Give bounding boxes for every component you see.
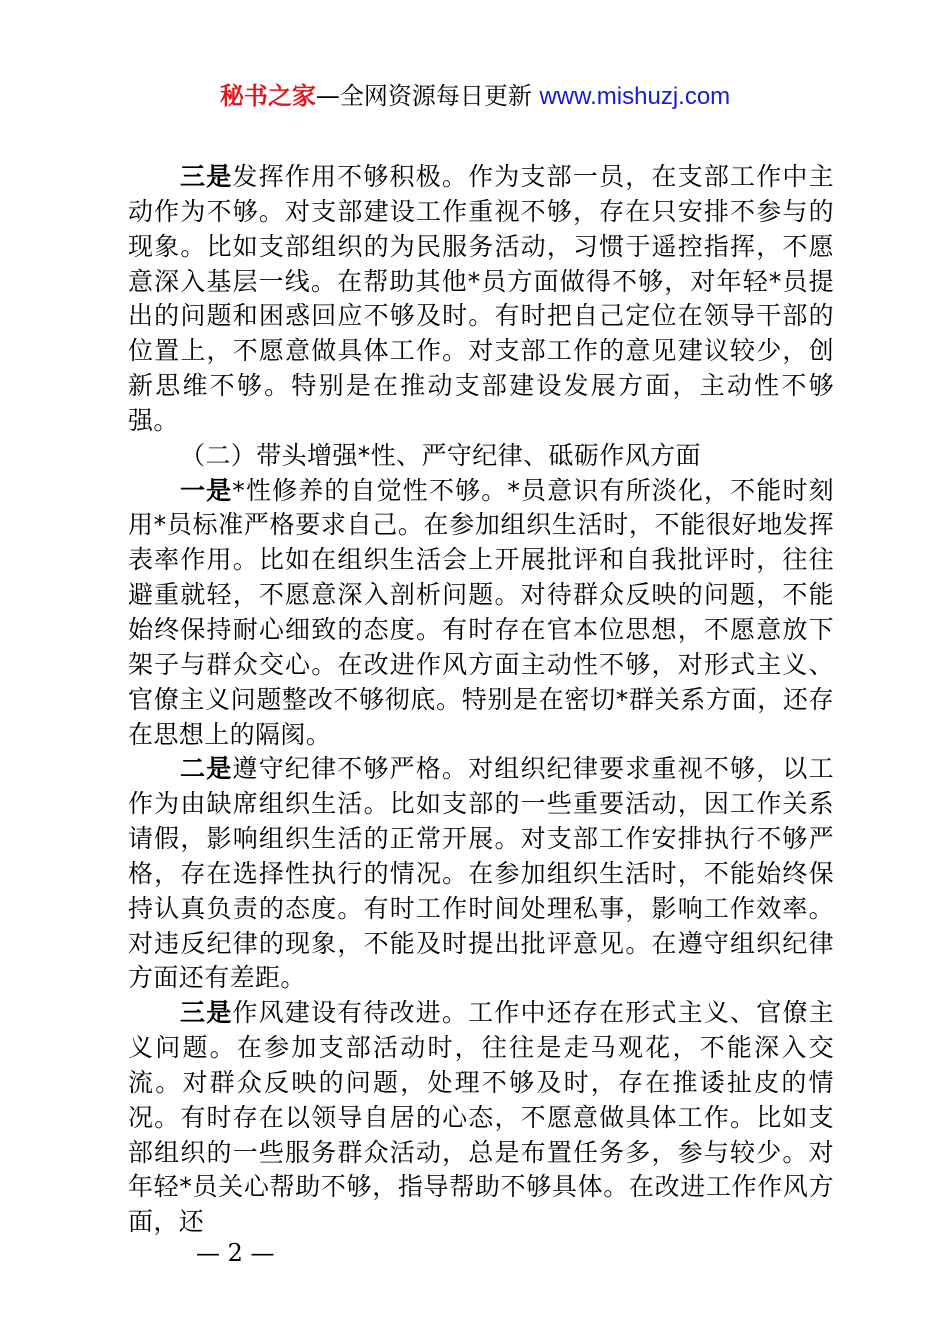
header-tagline: 全网资源每日更新: [339, 82, 532, 110]
paragraph-text: *性修养的自觉性不够。*员意识有所淡化，不能时刻用*员标准严格要求自己。在参加组织生活时，不能很好地发挥表率作用。比如在组织生活会上开展批评和自我批评时，往往避重就轻，不愿意深入剖析问题。对待群众反映的问题，不能始终保持耐心细致的态度。有时存在官本位思想，不愿意放下架子与群众交心。在改进作风方面主动性不够，对形式主义、官僚主义问题整改不够彻底。特别是在密切*群关系方面，还存在思想上的隔阂。: [128, 475, 834, 749]
page-number: — 2 —: [196, 1239, 275, 1267]
header-separator: —: [315, 82, 340, 110]
paragraph-lead: 二是: [180, 754, 233, 784]
paragraph-point-one-party-spirit: [128, 474, 834, 753]
brand-name: 秘书之家: [219, 82, 316, 110]
paragraph-lead: 三是: [180, 998, 233, 1028]
paragraph-text: 遵守纪律不够严格。对组织纪律要求重视不够，以工作为由缺席组织生活。比如支部的一些重要活动，因工作关系请假，影响组织生活的正常开展。对支部工作安排执行不够严格，存在选择性执行的情况。在参加组织生活时，不能始终保持认真负责的态度。有时工作时间处理私事，影响工作效率。对违反纪律的现象，不能及时提出批评意见。在遵守组织纪律方面还有差距。: [128, 754, 834, 993]
paragraph-lead: 一是: [180, 475, 233, 505]
site-url-link[interactable]: www.mishuzj.com: [539, 83, 731, 110]
paragraph-text: 发挥作用不够积极。作为支部一员，在支部工作中主动作为不够。对支部建设工作重视不够，存在只安排不参与的现象。比如支部组织的为民服务活动，习惯于遥控指挥，不愿意深入基层一线。在帮助其他*员方面做得不够，对年轻*员提出的问题和困惑回应不够及时。有时把自己定位在领导干部的位置上，不愿意做具体工作。对支部工作的意见建议较少，创新思维不够。特别是在推动支部建设发展方面，主动性不够强。: [128, 162, 834, 435]
document-body: [128, 160, 834, 1240]
paragraph-text: 作风建设有待改进。工作中还存在形式主义、官僚主义问题。在参加支部活动时，往往是走马观花，不能深入交流。对群众反映的问题，处理不够及时，存在推诿扯皮的情况。有时存在以领导自居的心态，不愿意做具体工作。比如支部组织的一些服务群众活动，总是布置任务多，参与较少。对年轻*员关心帮助不够，指导帮助不够具体。在改进工作作风方面，还: [128, 998, 834, 1237]
section-heading-text: （二）带头增强*性、严守纪律、砥砺作风方面: [180, 440, 701, 470]
paragraph-point-two-discipline: [128, 752, 834, 996]
paragraph-point-three-style: [128, 996, 834, 1240]
site-header: [0, 80, 950, 113]
paragraph-lead: 三是: [180, 162, 233, 191]
section-heading: [128, 439, 834, 474]
paragraph-point-three-role: [128, 160, 834, 439]
